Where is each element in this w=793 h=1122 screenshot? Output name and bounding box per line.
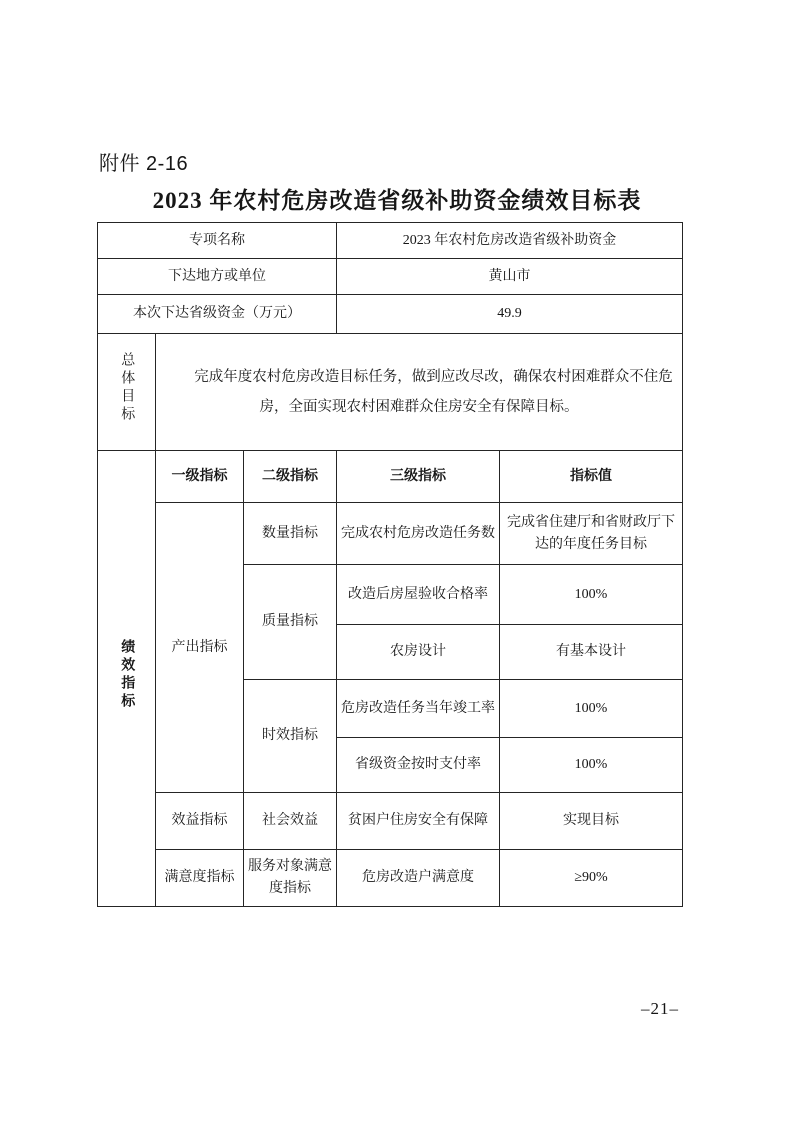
- overall-goal-text: 完成年度农村危房改造目标任务，做到应改尽改，确保农村困难群众不住危房，全面实现农村困难群众住房安全有保障目标。: [194, 369, 673, 415]
- column-header-value: 指标值: [500, 451, 683, 503]
- column-header-level1: 一级指标: [156, 451, 244, 503]
- cell-level3: 农房设计: [337, 625, 500, 680]
- info-label: 专项名称: [98, 223, 337, 259]
- cell-value: 实现目标: [500, 793, 683, 850]
- indicator-header-row: [98, 451, 683, 503]
- info-row-fund-amount: [98, 295, 683, 334]
- cell-value: ≥90%: [500, 850, 683, 907]
- cell-value: 100%: [500, 680, 683, 738]
- document-title: 2023 年农村危房改造省级补助资金绩效目标表: [152, 188, 642, 213]
- cell-value: 100%: [500, 738, 683, 793]
- cell-level3: 省级资金按时支付率: [337, 738, 500, 793]
- indicator-row: [98, 850, 683, 907]
- info-value: 黄山市: [337, 259, 683, 295]
- cell-level3: 改造后房屋验收合格率: [337, 565, 500, 625]
- cell-value: 有基本设计: [500, 625, 683, 680]
- cell-level3: 贫困户住房安全有保障: [337, 793, 500, 850]
- cell-level1: 效益指标: [156, 793, 244, 850]
- info-row-project-name: [98, 223, 683, 259]
- cell-level1: 产出指标: [156, 503, 244, 793]
- column-header-level2: 二级指标: [244, 451, 337, 503]
- overall-goal-cell: [156, 334, 683, 451]
- info-label: 本次下达省级资金（万元）: [98, 295, 337, 334]
- info-label: 下达地方或单位: [98, 259, 337, 295]
- cell-level3: 危房改造任务当年竣工率: [337, 680, 500, 738]
- column-header-level3: 三级指标: [337, 451, 500, 503]
- cell-level2: 数量指标: [244, 503, 337, 565]
- performance-section-label: 绩效指标: [98, 451, 156, 907]
- cell-level3: 危房改造户满意度: [337, 850, 500, 907]
- overall-goal-row: [98, 334, 683, 451]
- cell-level1: 满意度指标: [156, 850, 244, 907]
- attachment-label: 附件 2-16: [99, 153, 189, 175]
- indicator-row: [98, 793, 683, 850]
- cell-value: 100%: [500, 565, 683, 625]
- cell-level2: 服务对象满意度指标: [244, 850, 337, 907]
- cell-level2: 质量指标: [244, 565, 337, 680]
- cell-value: 完成省住建厅和省财政厅下达的年度任务目标: [500, 503, 683, 565]
- indicator-row: [98, 503, 683, 565]
- performance-target-table: [97, 222, 683, 907]
- info-value: 49.9: [337, 295, 683, 334]
- cell-level2: 社会效益: [244, 793, 337, 850]
- cell-level3: 完成农村危房改造任务数: [337, 503, 500, 565]
- overall-goal-label: 总体目标: [98, 334, 156, 451]
- info-row-recipient: [98, 259, 683, 295]
- page-number: –21–: [641, 999, 679, 1018]
- cell-level2: 时效指标: [244, 680, 337, 793]
- info-value: 2023 年农村危房改造省级补助资金: [337, 223, 683, 259]
